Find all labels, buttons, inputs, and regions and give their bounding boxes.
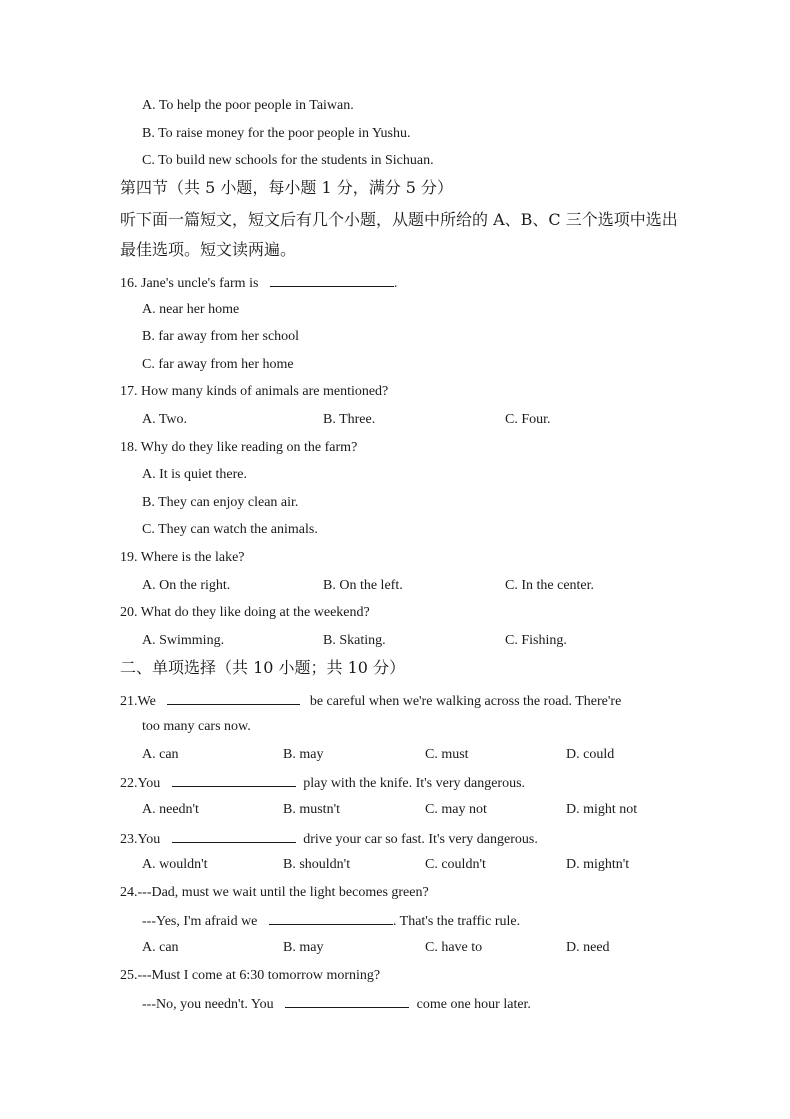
question-stem: 23.You bbox=[120, 832, 161, 847]
option-b: B. They can enjoy clean air. bbox=[142, 495, 299, 510]
option-b: B. On the left. bbox=[323, 578, 403, 593]
answer-blank bbox=[172, 829, 296, 843]
options-row bbox=[142, 939, 702, 957]
option-c: C. Four. bbox=[505, 412, 551, 427]
option-d: D. need bbox=[566, 940, 610, 955]
section-heading: 第四节（共 5 小题，每小题 1 分，满分 5 分） bbox=[120, 178, 454, 197]
option-d: D. might not bbox=[566, 802, 638, 817]
option-a: A. wouldn't bbox=[142, 857, 208, 872]
option-b: B. far away from her school bbox=[142, 329, 300, 344]
question-17: 17. How many kinds of animals are mentioned? bbox=[120, 384, 389, 399]
question-24: 24.---Dad, must we wait until the light becomes green? bbox=[120, 885, 429, 900]
option-b: B. may bbox=[283, 747, 324, 762]
question-21 bbox=[120, 691, 621, 711]
question-stem: 21.We bbox=[120, 694, 156, 709]
answer-blank bbox=[285, 994, 409, 1008]
question-25: 25.---Must I come at 6:30 tomorrow morning? bbox=[120, 968, 381, 983]
question-stem-cont: play with the knife. It's very dangerous. bbox=[303, 776, 526, 791]
option-d: D. could bbox=[566, 747, 615, 762]
option-b: B. may bbox=[283, 940, 324, 955]
options-row bbox=[142, 801, 702, 819]
option-a: A. To help the poor people in Taiwan. bbox=[142, 98, 354, 113]
option-b: B. Skating. bbox=[323, 633, 386, 648]
option-a: A. can bbox=[142, 940, 179, 955]
reply-text: ---No, you needn't. You bbox=[142, 997, 274, 1012]
question-22 bbox=[120, 773, 525, 793]
answer-blank bbox=[269, 911, 393, 925]
reply-text-cont: come one hour later. bbox=[416, 997, 531, 1012]
option-b: B. Three. bbox=[323, 412, 376, 427]
option-b: B. mustn't bbox=[283, 802, 340, 817]
answer-blank bbox=[172, 773, 296, 787]
options-row bbox=[142, 411, 702, 429]
option-a: A. It is quiet there. bbox=[142, 467, 247, 482]
option-c: C. must bbox=[425, 747, 469, 762]
option-c: C. In the center. bbox=[505, 578, 595, 593]
option-a: A. Swimming. bbox=[142, 633, 225, 648]
part-heading: 二、单项选择（共 10 小题；共 10 分） bbox=[120, 658, 406, 677]
option-c: C. Fishing. bbox=[505, 633, 567, 648]
option-a: A. On the right. bbox=[142, 578, 231, 593]
option-b: B. shouldn't bbox=[283, 857, 351, 872]
question-stem-end: . bbox=[393, 276, 398, 291]
option-c: C. couldn't bbox=[425, 857, 486, 872]
options-row bbox=[142, 856, 702, 874]
question-stem: 16. Jane's uncle's farm is bbox=[120, 276, 259, 291]
dialogue-reply bbox=[142, 911, 520, 931]
question-stem-cont: drive your car so fast. It's very dangerous. bbox=[303, 832, 538, 847]
question-20: 20. What do they like doing at the weekend? bbox=[120, 605, 370, 620]
options-row bbox=[142, 746, 702, 764]
question-19: 19. Where is the lake? bbox=[120, 550, 245, 565]
question-stem-cont: be careful when we're walking across the road. There're bbox=[309, 694, 622, 709]
option-b: B. To raise money for the poor people in Yushu. bbox=[142, 126, 411, 141]
section-instructions: 听下面一篇短文，短文后有几个小题，从题中所给的 A、B、C 三个选项中选出 bbox=[120, 210, 678, 229]
question-16 bbox=[120, 273, 397, 293]
answer-blank bbox=[270, 273, 394, 287]
option-c: C. To build new schools for the students in Sichuan. bbox=[142, 153, 434, 168]
option-a: A. can bbox=[142, 747, 179, 762]
option-c: C. They can watch the animals. bbox=[142, 522, 318, 537]
option-a: A. near her home bbox=[142, 302, 240, 317]
option-c: C. have to bbox=[425, 940, 483, 955]
options-row bbox=[142, 632, 702, 650]
option-c: C. far away from her home bbox=[142, 357, 294, 372]
reply-text: ---Yes, I'm afraid we bbox=[142, 914, 258, 929]
question-23 bbox=[120, 829, 538, 849]
option-c: C. may not bbox=[425, 802, 487, 817]
question-stem-wrap: too many cars now. bbox=[142, 719, 251, 734]
reply-text-cont: . That's the traffic rule. bbox=[392, 914, 521, 929]
answer-blank bbox=[167, 691, 300, 705]
option-a: A. Two. bbox=[142, 412, 188, 427]
question-stem: 22.You bbox=[120, 776, 161, 791]
section-instructions-cont: 最佳选项。短文读两遍。 bbox=[120, 240, 297, 259]
option-d: D. mightn't bbox=[566, 857, 630, 872]
option-a: A. needn't bbox=[142, 802, 199, 817]
question-18: 18. Why do they like reading on the farm? bbox=[120, 440, 358, 455]
options-row bbox=[142, 577, 702, 595]
dialogue-reply bbox=[142, 994, 531, 1014]
